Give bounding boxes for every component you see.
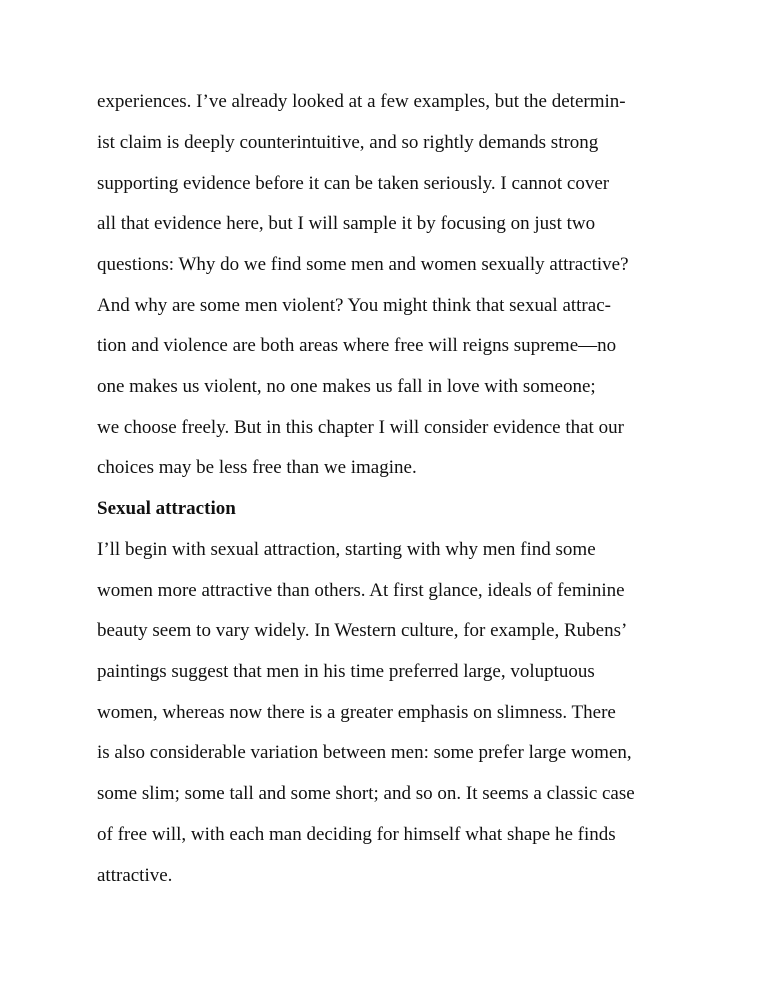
paragraph-1-line: all that evidence here, but I will sample it by focusing on just two: [97, 213, 596, 234]
paragraph-2-line: is also considerable variation between men: some prefer large women,: [97, 742, 632, 763]
paragraph-1-line: supporting evidence before it can be taken seriously. I cannot cover: [97, 173, 610, 194]
paragraph-1-line: tion and violence are both areas where free will reigns supreme—no: [97, 335, 617, 356]
paragraph-1-line: questions: Why do we find some men and women sexually attractive?: [97, 254, 629, 275]
paragraph-2-line: paintings suggest that men in his time preferred large, voluptuous: [97, 661, 595, 682]
paragraph-1-line: we choose freely. But in this chapter I will consider evidence that our: [97, 417, 624, 438]
section-heading: Sexual attraction: [97, 498, 236, 519]
paragraph-2-line: women more attractive than others. At first glance, ideals of feminine: [97, 580, 625, 601]
paragraph-2-line: women, whereas now there is a greater emphasis on slimness. There: [97, 702, 616, 723]
paragraph-1-line: one makes us violent, no one makes us fall in love with someone;: [97, 376, 596, 397]
paragraph-2-line: I’ll begin with sexual attraction, starting with why men find some: [97, 539, 596, 560]
paragraph-2-line: beauty seem to vary widely. In Western culture, for example, Rubens’: [97, 620, 628, 641]
paragraph-1-line: ist claim is deeply counterintuitive, and so rightly demands strong: [97, 132, 599, 153]
paragraph-1-line: choices may be less free than we imagine.: [97, 457, 417, 478]
paragraph-2-line: some slim; some tall and some short; and so on. It seems a classic case: [97, 783, 635, 804]
paragraph-2-line: attractive.: [97, 865, 173, 886]
paragraph-1-line: experiences. I’ve already looked at a few examples, but the determin-: [97, 91, 626, 112]
paragraph-2-line: of free will, with each man deciding for himself what shape he finds: [97, 824, 616, 845]
paragraph-1-line: And why are some men violent? You might think that sexual attrac-: [97, 295, 611, 316]
